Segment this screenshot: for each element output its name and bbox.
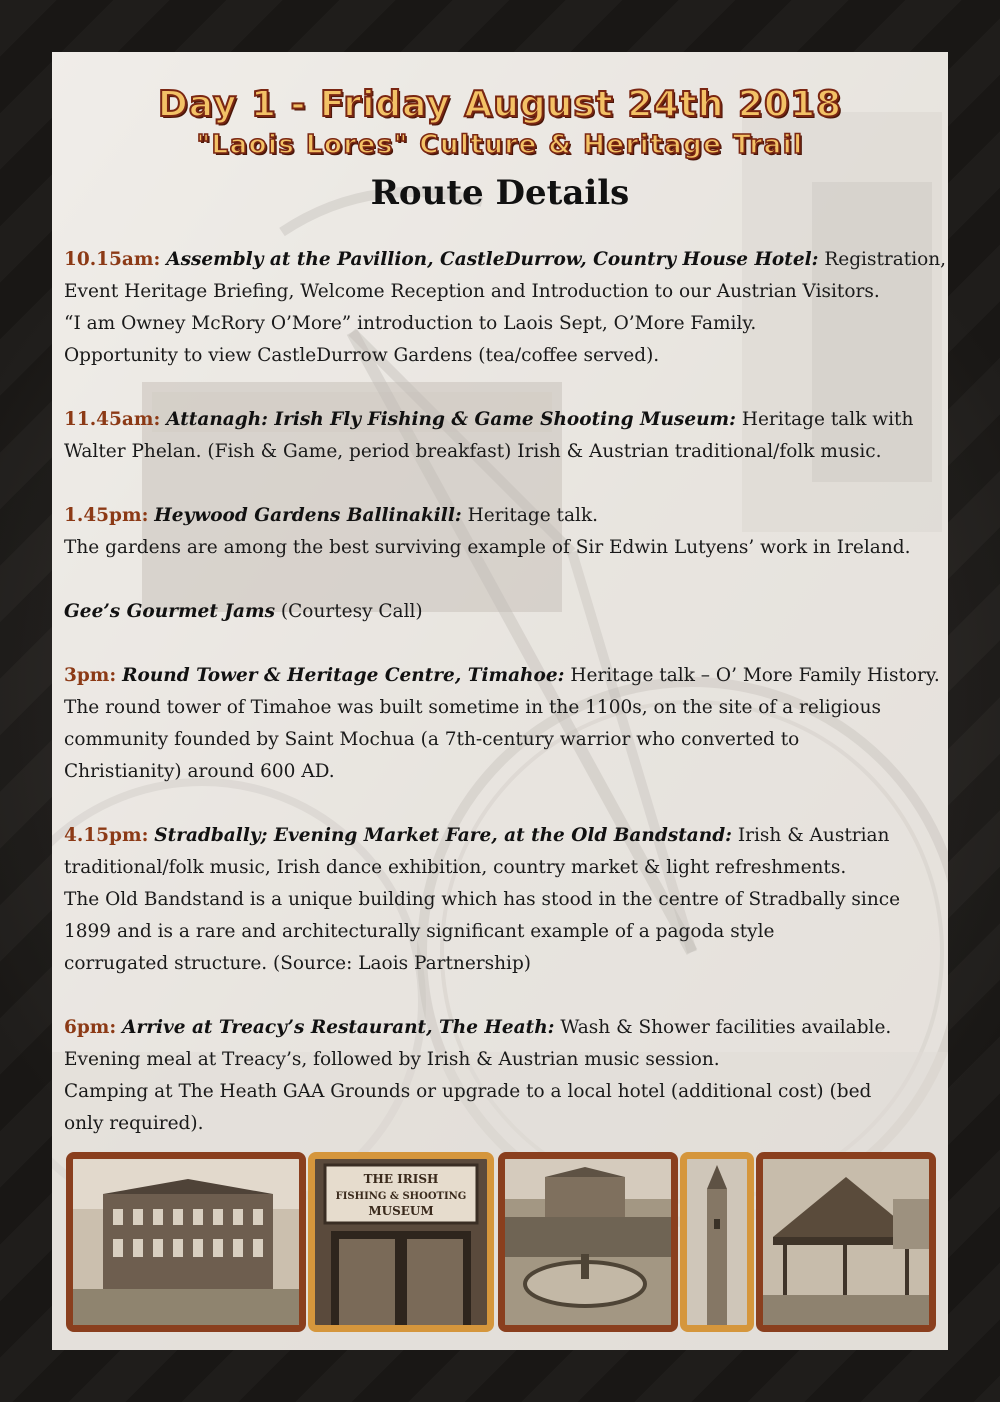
entry-text: Christianity) around 600 AD. (64, 761, 335, 782)
fishing-museum-photo (308, 1152, 494, 1332)
entry-text: Heritage talk. (461, 505, 599, 526)
entry-text: Wash & Shower facilities available. (554, 1017, 892, 1038)
itinerary-entry (64, 1012, 940, 1140)
itinerary-entry (64, 244, 947, 372)
stradbally-bandstand-photo (756, 1152, 936, 1332)
trail-title: "Laois Lores" Culture & Heritage Trail (196, 130, 804, 160)
itinerary-entry (64, 596, 940, 628)
castledurrow-house-photo (66, 1152, 306, 1332)
entry-text: Irish & Austrian (731, 825, 890, 846)
day-title: Day 1 - Friday August 24th 2018 (157, 84, 843, 125)
poster-page (52, 52, 948, 1350)
entry-time: 6pm: (64, 1017, 117, 1038)
itinerary-entry (64, 820, 940, 980)
itinerary-entry (64, 404, 940, 468)
entry-text: The round tower of Timahoe was built sometime in the 1100s, on the site of a religious (64, 697, 881, 718)
museum-sign-line1: THE IRISH (363, 1172, 439, 1186)
entry-place: Round Tower & Heritage Centre, Timahoe: (122, 665, 565, 686)
entry-text: Opportunity to view CastleDurrow Gardens (tea/coffee served). (64, 345, 660, 366)
entry-text: Registration, (818, 249, 947, 270)
entry-text: Evening meal at Treacy’s, followed by Irish & Austrian music session. (64, 1049, 720, 1070)
round-tower-photo (680, 1152, 754, 1332)
entry-time: 11.45am: (64, 409, 161, 430)
entry-text: Camping at The Heath GAA Grounds or upgrade to a local hotel (additional cost) (bed (64, 1081, 872, 1102)
entry-time: 3pm: (64, 665, 117, 686)
entry-place: Assembly at the Pavillion, CastleDurrow, Country House Hotel: (166, 249, 819, 270)
entry-time: 4.15pm: (64, 825, 149, 846)
entry-time: 10.15am: (64, 249, 161, 270)
photo-strip (66, 1152, 936, 1332)
entry-place: Stradbally; Evening Market Fare, at the Old Bandstand: (154, 825, 732, 846)
entry-place: Arrive at Treacy’s Restaurant, The Heath: (122, 1017, 555, 1038)
itinerary-list (64, 244, 947, 1172)
entry-text: Event Heritage Briefing, Welcome Reception and Introduction to our Austrian Visitors. (64, 281, 880, 302)
entry-text: traditional/folk music, Irish dance exhibition, country market & light refreshments. (64, 857, 847, 878)
route-details-title: Route Details (370, 173, 630, 213)
entry-text: only required). (64, 1113, 204, 1134)
entry-place: Heywood Gardens Ballinakill: (154, 505, 462, 526)
entry-text: 1899 and is a rare and architecturally significant example of a pagoda style (64, 921, 775, 942)
poster-heading (52, 82, 948, 216)
entry-text: “I am Owney McRory O’More” introduction to Laois Sept, O’More Family. (64, 313, 757, 334)
entry-text: Heritage talk – O’ More Family History. (564, 665, 940, 686)
entry-text: community founded by Saint Mochua (a 7th-century warrior who converted to (64, 729, 800, 750)
entry-text: corrugated structure. (Source: Laois Partnership) (64, 953, 531, 974)
entry-time: 1.45pm: (64, 505, 149, 526)
entry-text: The gardens are among the best surviving example of Sir Edwin Lutyens’ work in Ireland. (64, 537, 911, 558)
museum-sign-line2: FISHING & SHOOTING (335, 1191, 467, 1202)
itinerary-entry (64, 660, 940, 788)
entry-text: Walter Phelan. (Fish & Game, period breakfast) Irish & Austrian traditional/folk music. (64, 441, 882, 462)
entry-text: Heritage talk with (735, 409, 914, 430)
entry-text: The Old Bandstand is a unique building which has stood in the centre of Stradbally since (64, 889, 901, 910)
museum-sign-line3: MUSEUM (368, 1204, 434, 1218)
heywood-gardens-photo (498, 1152, 678, 1332)
entry-place: Attanagh: Irish Fly Fishing & Game Shooting Museum: (166, 409, 736, 430)
entry-place: Gee’s Gourmet Jams (64, 601, 276, 622)
entry-text: (Courtesy Call) (275, 601, 423, 622)
itinerary-entry (64, 500, 940, 564)
